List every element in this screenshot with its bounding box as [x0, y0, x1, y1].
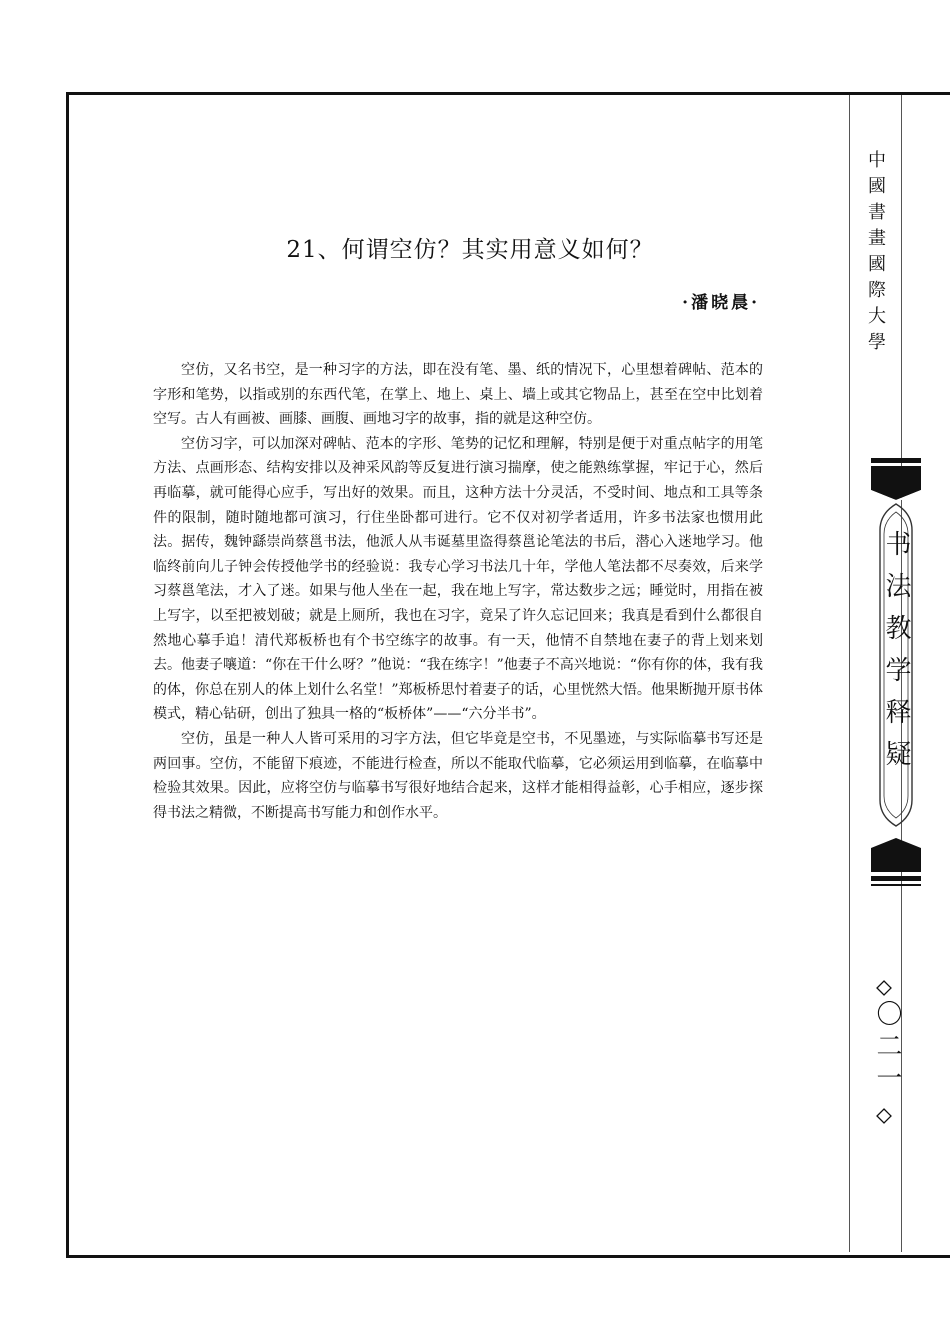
diamond-icon — [876, 1108, 892, 1124]
paragraph: 空仿，虽是一种人人皆可采用的习字方法，但它毕竟是空书，不见墨迹，与实际临摹书写还是两回事。空仿，不能留下痕迹，不能进行检查，所以不能取代临摹，它必须运用到临摹，在临摹中检验其效果。因此，应将空仿与临摹书写很好地结合起来，这样才能相得益彰，心手相应，逐步探得书法之精微，不断提高书写能力和创作水平。 — [153, 730, 763, 821]
article-body — [153, 358, 763, 825]
paragraph: 空仿，又名书空，是一种习字的方法，即在没有笔、墨、纸的情况下，心里想着碑帖、范本的字形和笔势，以指或别的东西代笔，在掌上、地上、桌上、墙上或其它物品上，甚至在空中比划着空写。古人有画被、画膝、画腹、画地习字的故事，指的就是这种空仿。 — [153, 362, 763, 428]
ornament-chevron-top — [871, 466, 921, 500]
page-number: 〇二一 — [872, 1000, 902, 1096]
article-author: ·潘晓晨· — [682, 293, 760, 313]
ornament-bar — [871, 458, 921, 463]
ornament-bar — [871, 876, 921, 881]
ornament-bar — [871, 884, 921, 886]
series-name: 中國書畫國際大學 — [865, 150, 886, 358]
article-title: 21、何谓空仿？其实用意义如何？ — [286, 237, 654, 264]
book-title: 书法教学释疑 — [881, 530, 911, 782]
ornament-chevron-bottom — [871, 838, 921, 872]
diamond-icon — [876, 980, 892, 996]
paragraph: 空仿习字，可以加深对碑帖、范本的字形、笔势的记忆和理解，特别是便于对重点帖字的用笔方法、点画形态、结构安排以及神采风韵等反复进行演习揣摩，使之能熟练掌握，牢记于心，然后再临摹，就可能得心应手，写出好的效果。而且，这种方法十分灵活，不受时间、地点和工具等条件的限制，随时随地都可演习，行住坐卧都可进行。它不仅对初学者适用，许多书法家也惯用此法。据传，魏钟繇崇尚蔡邕书法，他派人从韦诞墓里盗得蔡邕论笔法的书后，潜心入迷地学习。他临终前向儿子钟会传授他学书的经验说：我专心学习书法几十年，学他人笔法都不尽奏效，后来学习蔡邕笔法，才入了迷。如果与他人坐在一起，我在地上写字，常达数步之远；睡觉时，用指在被上写字，以至把被划破；就是上厕所，我也在习字，竟呆了许久忘记回来；我真是看到什么都很自然地心摹手追！清代郑板桥也有个书空练字的故事。有一天，他情不自禁地在妻子的背上划来划去。他妻子嚷道：“你在干什么呀？”他说：“我在练字！”他妻子不高兴地说：“你有你的体，我有我的体，你总在别人的体上划什么名堂！”郑板桥思忖着妻子的话，心里恍然大悟。他果断抛开原书体模式，精心钻研，创出了独具一格的“板桥体”——“六分半书”。 — [153, 435, 763, 723]
margin-rule — [849, 95, 850, 1252]
